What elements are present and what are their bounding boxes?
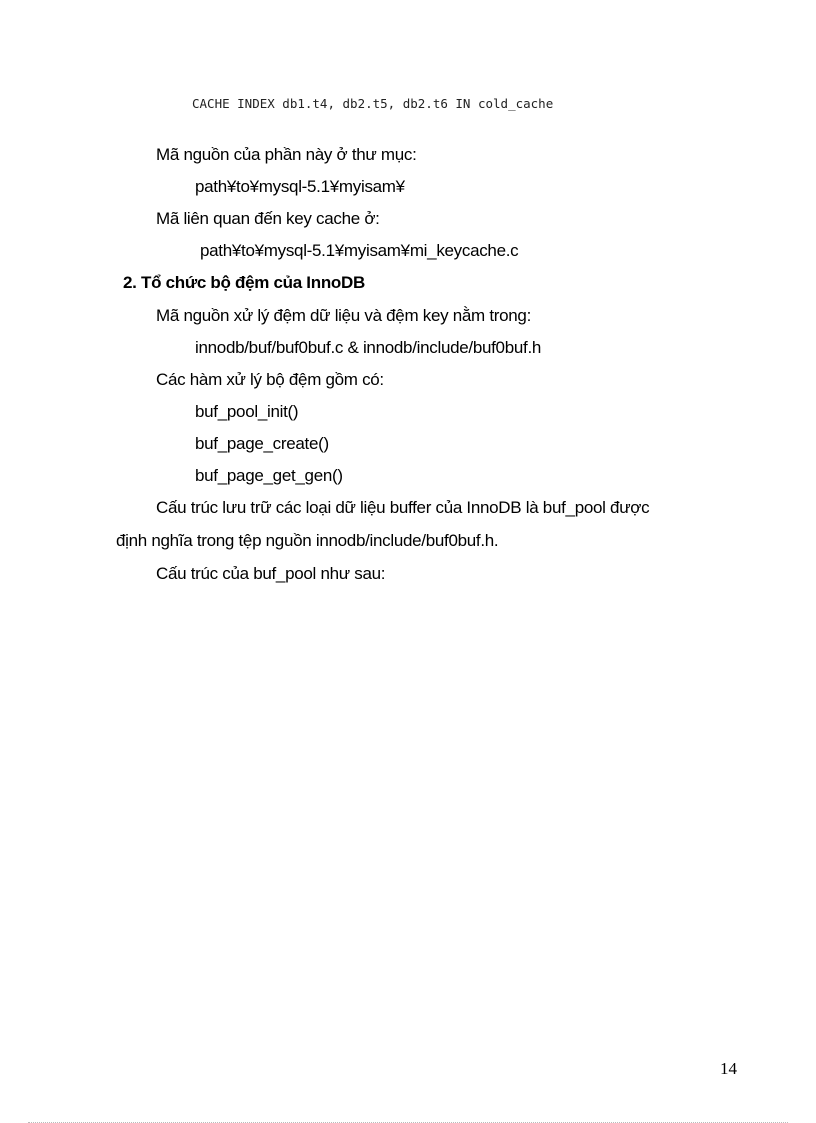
innodb-source-label: Mã nguồn xử lý đệm dữ liệu và đệm key nằm trong: bbox=[156, 306, 531, 325]
function-item: buf_page_create() bbox=[195, 434, 329, 453]
structure-paragraph-line-1: Cấu trúc lưu trữ các loại dữ liệu buffer của InnoDB là buf_pool được bbox=[156, 498, 650, 517]
buf-pool-structure-label: Cấu trúc của buf_pool như sau: bbox=[156, 564, 386, 583]
source-dir-label: Mã nguồn của phần này ở thư mục: bbox=[156, 145, 417, 164]
section-heading: 2. Tổ chức bộ đệm của InnoDB bbox=[123, 273, 365, 292]
keycache-label: Mã liên quan đến key cache ở: bbox=[156, 209, 380, 228]
page-number: 14 bbox=[720, 1059, 737, 1078]
function-item: buf_pool_init() bbox=[195, 402, 299, 421]
code-line: CACHE INDEX db1.t4, db2.t5, db2.t6 IN cold_cache bbox=[192, 96, 554, 111]
source-dir-path: path¥to¥mysql-5.1¥myisam¥ bbox=[195, 177, 405, 196]
structure-paragraph-line-2: định nghĩa trong tệp nguồn innodb/include/buf0buf.h. bbox=[116, 531, 499, 550]
innodb-source-files: innodb/buf/buf0buf.c & innodb/include/buf0buf.h bbox=[195, 338, 542, 357]
functions-label: Các hàm xử lý bộ đệm gồm có: bbox=[156, 370, 384, 389]
function-item: buf_page_get_gen() bbox=[195, 466, 343, 485]
keycache-path: path¥to¥mysql-5.1¥myisam¥mi_keycache.c bbox=[200, 241, 519, 260]
